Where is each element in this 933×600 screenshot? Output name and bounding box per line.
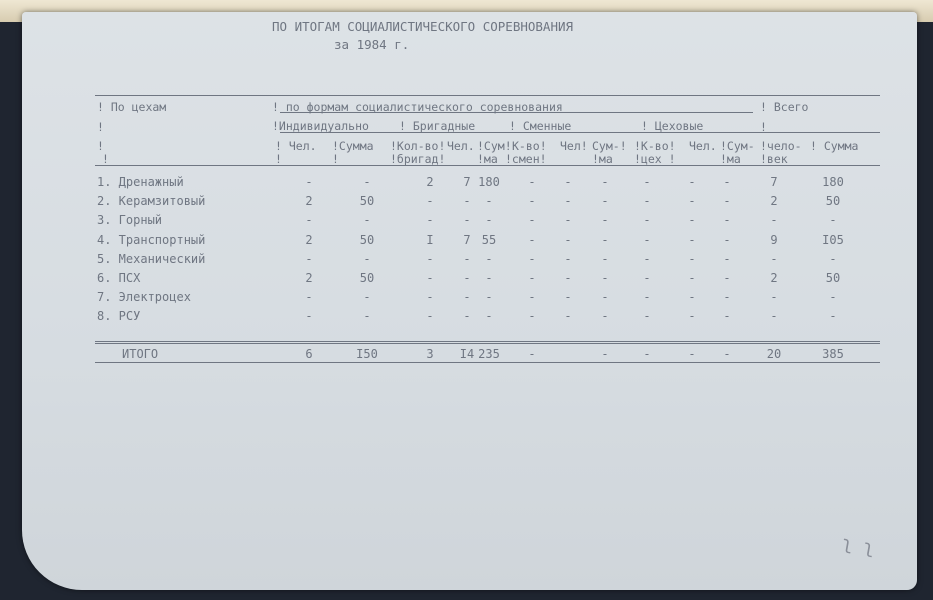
table-cell: - [564, 271, 572, 285]
table-cell: - [426, 194, 434, 209]
total-cell: I4 [459, 347, 475, 361]
document-year: за 1984 г. [334, 37, 410, 52]
table-cell: - [601, 213, 609, 228]
table-cell: - [485, 309, 493, 324]
table-cell: - [463, 271, 471, 285]
table-cell: - [363, 290, 371, 305]
header-bang: ! [102, 152, 109, 166]
table-cell: - [305, 251, 313, 266]
document-sheet [22, 12, 917, 590]
table-cell: - [426, 251, 434, 266]
table-cell: - [770, 213, 778, 228]
header-ma-smen: !ма [592, 152, 613, 166]
table-cell: - [528, 213, 536, 228]
table-cell: - [723, 194, 731, 209]
header-shift: ! Сменные [509, 119, 572, 133]
header-shop: ! Цеховые [641, 119, 704, 133]
table-cell: 55 [481, 232, 497, 247]
header-kvo-smen: К-во! [512, 139, 547, 153]
table-cell: 50 [359, 194, 375, 209]
header-ma-cekh: !ма [720, 152, 741, 166]
table-cell: - [829, 251, 837, 266]
total-cell: - [643, 347, 651, 361]
table-cell: - [485, 251, 493, 266]
table-cell: - [688, 309, 696, 324]
table-cell: - [485, 290, 493, 305]
table-cell: - [363, 175, 371, 189]
total-cell: 3 [426, 347, 434, 361]
table-cell: - [363, 213, 371, 228]
table-cell: - [688, 290, 696, 305]
table-cell: 2 [305, 194, 313, 209]
total-cell: - [723, 347, 731, 361]
header-individual: !Индивидуально [272, 119, 369, 133]
table-cell: - [688, 213, 696, 228]
header-chel-cekh: Чел. [689, 139, 717, 153]
table-cell: 2 [305, 271, 313, 285]
table-cell: I [426, 232, 434, 247]
table-cell: - [829, 213, 837, 228]
header-summa-total: ! Сумма [810, 139, 859, 153]
table-cell: - [564, 309, 572, 324]
header-bang: ! [97, 120, 104, 134]
table-cell: - [688, 194, 696, 209]
table-cell: - [426, 213, 434, 228]
row-name: 1. Дренажный [97, 175, 184, 189]
table-cell: - [601, 271, 609, 285]
table-cell: - [601, 232, 609, 247]
table-cell: - [426, 271, 434, 285]
total-cell: - [688, 347, 696, 361]
header-bang: ! [97, 139, 104, 153]
row-name: 8. РСУ [97, 309, 141, 324]
table-cell: - [528, 271, 536, 285]
header-cekh: !цех ! [634, 152, 676, 166]
header-shops: ! По цехам [97, 100, 167, 114]
table-cell: - [688, 271, 696, 285]
total-cell: 20 [766, 347, 782, 361]
header-brigad: !бригад! [390, 152, 446, 166]
table-cell: - [463, 251, 471, 266]
header-bang: ! [760, 120, 767, 134]
table-cell: 50 [359, 232, 375, 247]
table-cell: 50 [359, 271, 375, 285]
table-cell: - [305, 175, 313, 189]
table-cell: 9 [770, 232, 778, 247]
header-vek: !век [760, 152, 788, 166]
total-cell: 235 [478, 347, 500, 361]
table-cell: - [723, 251, 731, 266]
table-cell: - [305, 309, 313, 324]
header-total: ! Всего [760, 100, 809, 114]
table-cell: - [463, 213, 471, 228]
total-rule [95, 341, 880, 344]
header-chel-ind: ! Чел. [275, 139, 317, 153]
table-cell: - [463, 290, 471, 305]
table-cell: - [485, 271, 493, 285]
total-cell: 6 [305, 347, 313, 361]
total-label: ИТОГО [122, 347, 159, 361]
handwritten-mark: ʅ ʅ [840, 532, 877, 559]
table-cell: - [305, 290, 313, 305]
table-cell: - [564, 232, 572, 247]
table-cell: - [770, 251, 778, 266]
header-smen: !смен! [505, 152, 547, 166]
row-name: 2. Керамзитовый [97, 194, 206, 209]
row-name: 3. Горный [97, 213, 163, 228]
document-title: ПО ИТОГАМ СОЦИАЛИСТИЧЕСКОГО СОРЕВНОВАНИЯ [272, 19, 574, 34]
total-cell: - [528, 347, 536, 361]
table-cell: - [643, 309, 651, 324]
table-cell: - [564, 194, 572, 209]
table-cell: - [601, 290, 609, 305]
total-cell: I50 [356, 347, 378, 361]
header-forms: ! по формам социалистического соревнования [272, 100, 563, 114]
table-cell: - [601, 194, 609, 209]
table-cell: 7 [770, 175, 778, 189]
table-cell: - [485, 194, 493, 209]
table-cell: - [723, 213, 731, 228]
table-cell: 2 [770, 271, 778, 285]
header-summa-ind: !Сумма [332, 139, 374, 153]
header-kvo-cekh: !К-во! [634, 139, 676, 153]
header-chelovek: !чело- [760, 139, 802, 153]
table-top-rule [95, 95, 880, 96]
header-kolvo-brig: !Кол-во! [390, 139, 446, 153]
table-cell: - [463, 309, 471, 324]
table-cell: - [601, 309, 609, 324]
subheader-rule [280, 132, 880, 133]
table-cell: - [426, 290, 434, 305]
table-cell: - [723, 290, 731, 305]
table-cell: 7 [463, 232, 471, 247]
header-brigade: ! Бригадные [399, 119, 476, 133]
table-cell: - [564, 175, 572, 189]
table-cell: - [528, 290, 536, 305]
table-cell: - [643, 194, 651, 209]
row-name: 4. Транспортный [97, 232, 206, 247]
table-cell: 2 [426, 175, 434, 189]
table-cell: - [601, 251, 609, 266]
header-bang: ! [275, 152, 282, 166]
table-cell: 180 [478, 175, 500, 189]
table-cell: - [643, 213, 651, 228]
table-cell: 50 [825, 271, 841, 285]
table-cell: - [688, 251, 696, 266]
row-name: 6. ПСХ [97, 271, 141, 285]
table-cell: - [829, 309, 837, 324]
table-cell: - [643, 290, 651, 305]
table-cell: - [829, 290, 837, 305]
table-cell: - [564, 213, 572, 228]
table-cell: - [601, 175, 609, 189]
table-bottom-rule [95, 362, 880, 363]
table-cell: 2 [305, 232, 313, 247]
table-cell: 50 [825, 194, 841, 209]
table-cell: - [564, 251, 572, 266]
table-cell: - [426, 309, 434, 324]
table-cell: - [528, 251, 536, 266]
table-cell: - [723, 271, 731, 285]
table-cell: - [485, 213, 493, 228]
table-cell: - [723, 232, 731, 247]
header-summa-cekh: !Сум- [720, 139, 755, 153]
table-cell: 7 [463, 175, 471, 189]
table-cell: - [723, 175, 731, 189]
table-cell: I05 [822, 232, 844, 247]
table-cell: - [528, 309, 536, 324]
header-summa-smen: Сум-! [592, 139, 627, 153]
table-cell: - [688, 175, 696, 189]
table-cell: - [643, 251, 651, 266]
total-cell: 385 [822, 347, 844, 361]
row-name: 5. Механический [97, 251, 206, 266]
header-sum-brig: !Сум! [477, 139, 512, 153]
table-cell: - [463, 194, 471, 209]
table-cell: - [643, 232, 651, 247]
header-bang: ! [332, 152, 339, 166]
table-cell: - [528, 175, 536, 189]
table-cell: - [363, 251, 371, 266]
table-cell: 2 [770, 194, 778, 209]
table-cell: - [688, 232, 696, 247]
header-chel-brig: Чел. [447, 139, 475, 153]
table-cell: - [528, 194, 536, 209]
table-cell: - [770, 290, 778, 305]
table-cell: 180 [822, 175, 844, 189]
total-cell: - [601, 347, 609, 361]
table-cell: - [528, 232, 536, 247]
header-ma-brig: !ма [477, 152, 498, 166]
row-name: 7. Электроцех [97, 290, 191, 305]
table-cell: - [723, 309, 731, 324]
table-cell: - [564, 290, 572, 305]
table-cell: - [363, 309, 371, 324]
header-chel-smen: Чел! [560, 139, 588, 153]
table-cell: - [643, 271, 651, 285]
table-cell: - [643, 175, 651, 189]
table-cell: - [305, 213, 313, 228]
table-cell: - [770, 309, 778, 324]
